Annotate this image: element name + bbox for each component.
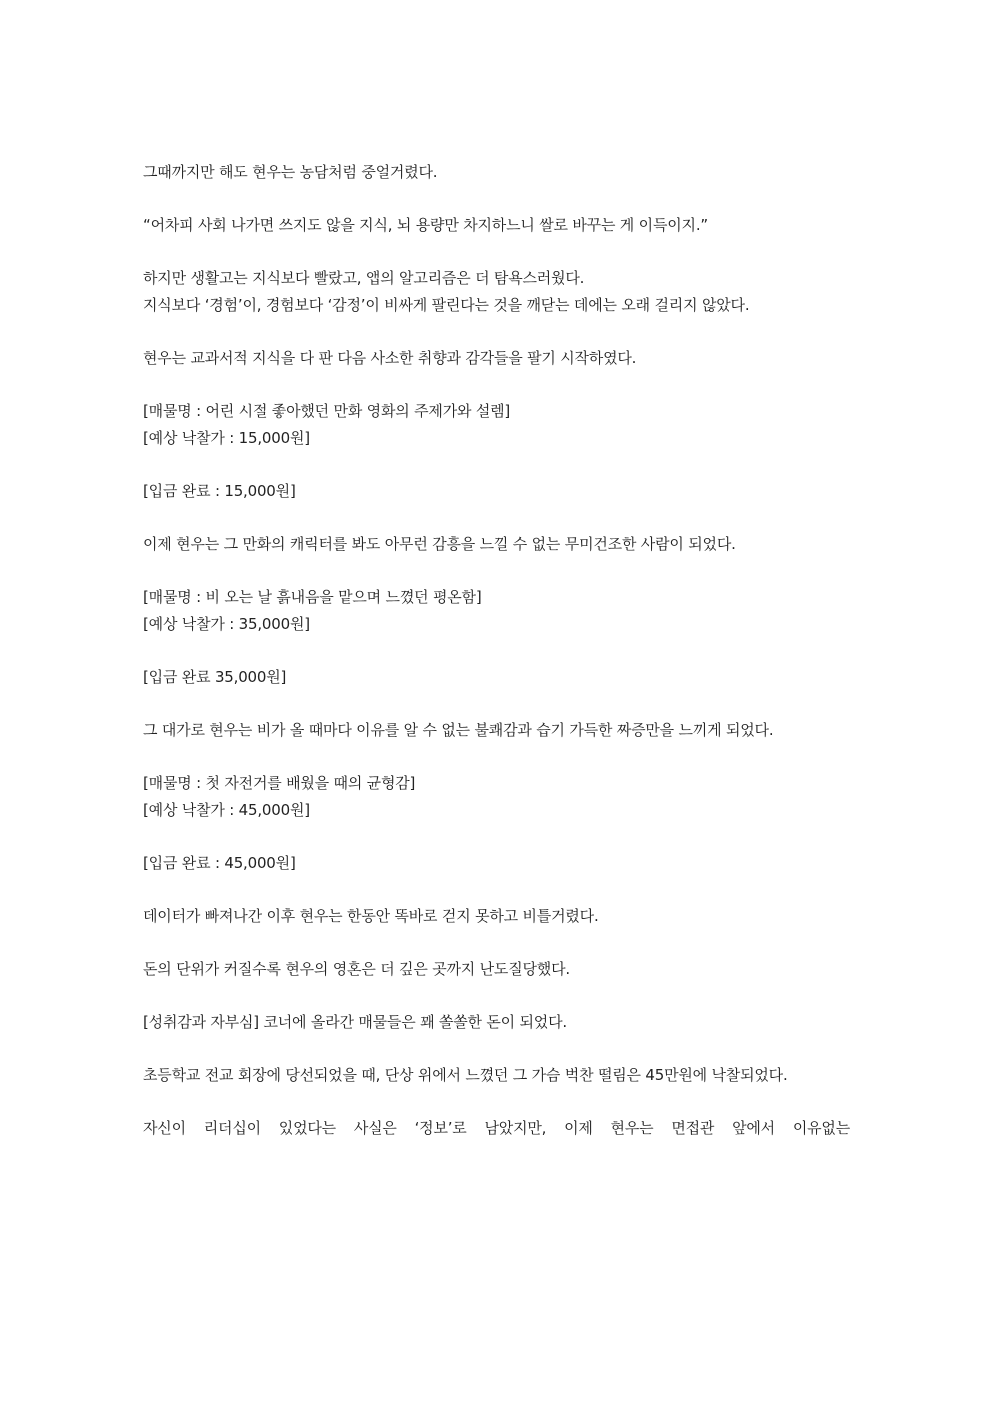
listing-item-name: [매물명 : 어린 시절 좋아했던 만화 영화의 주제가와 설렘] bbox=[143, 402, 511, 420]
paragraph-cut-off: 자신이 리더십이 있었다는 사실은 ‘정보’로 남았지만, 이제 현우는 면접관 앞에서 이유없는 bbox=[143, 1119, 850, 1137]
paragraph: 지식보다 ‘경험’이, 경험보다 ‘감정’이 비싸게 팔린다는 것을 깨닫는 데에는 오래 걸리지 않았다. bbox=[143, 296, 750, 314]
paragraph: 이제 현우는 그 만화의 캐릭터를 봐도 아무런 감흥을 느낄 수 없는 무미건조한 사람이 되었다. bbox=[143, 535, 736, 553]
listing-item-name: [매물명 : 첫 자전거를 배웠을 때의 균형감] bbox=[143, 774, 416, 792]
listing-expected-price: [예상 낙찰가 : 15,000원] bbox=[143, 429, 310, 447]
deposit-confirmation: [입금 완료 : 15,000원] bbox=[143, 482, 296, 500]
paragraph: 초등학교 전교 회장에 당선되었을 때, 단상 위에서 느꼈던 그 가슴 벅찬 떨림은 45만원에 낙찰되었다. bbox=[143, 1066, 788, 1084]
deposit-confirmation: [입금 완료 35,000원] bbox=[143, 668, 287, 686]
paragraph: 그 대가로 현우는 비가 올 때마다 이유를 알 수 없는 불쾌감과 습기 가득한 짜증만을 느끼게 되었다. bbox=[143, 721, 774, 739]
document-body bbox=[143, 159, 850, 1142]
deposit-confirmation: [입금 완료 : 45,000원] bbox=[143, 854, 296, 872]
paragraph: 하지만 생활고는 지식보다 빨랐고, 앱의 알고리즘은 더 탐욕스러웠다. bbox=[143, 269, 585, 287]
listing-item-name: [매물명 : 비 오는 날 흙내음을 맡으며 느꼈던 평온함] bbox=[143, 588, 482, 606]
paragraph: 데이터가 빠져나간 이후 현우는 한동안 똑바로 걷지 못하고 비틀거렸다. bbox=[143, 907, 599, 925]
quote-paragraph: “어차피 사회 나가면 쓰지도 않을 지식, 뇌 용량만 차지하느니 쌀로 바꾸는 게 이득이지.” bbox=[143, 216, 708, 234]
listing-expected-price: [예상 낙찰가 : 45,000원] bbox=[143, 801, 310, 819]
listing-expected-price: [예상 낙찰가 : 35,000원] bbox=[143, 615, 310, 633]
paragraph: 그때까지만 해도 현우는 농담처럼 중얼거렸다. bbox=[143, 163, 438, 181]
paragraph: [성취감과 자부심] 코너에 올라간 매물들은 꽤 쏠쏠한 돈이 되었다. bbox=[143, 1013, 567, 1031]
paragraph: 현우는 교과서적 지식을 다 판 다음 사소한 취향과 감각들을 팔기 시작하였다. bbox=[143, 349, 637, 367]
paragraph: 돈의 단위가 커질수록 현우의 영혼은 더 깊은 곳까지 난도질당했다. bbox=[143, 960, 570, 978]
